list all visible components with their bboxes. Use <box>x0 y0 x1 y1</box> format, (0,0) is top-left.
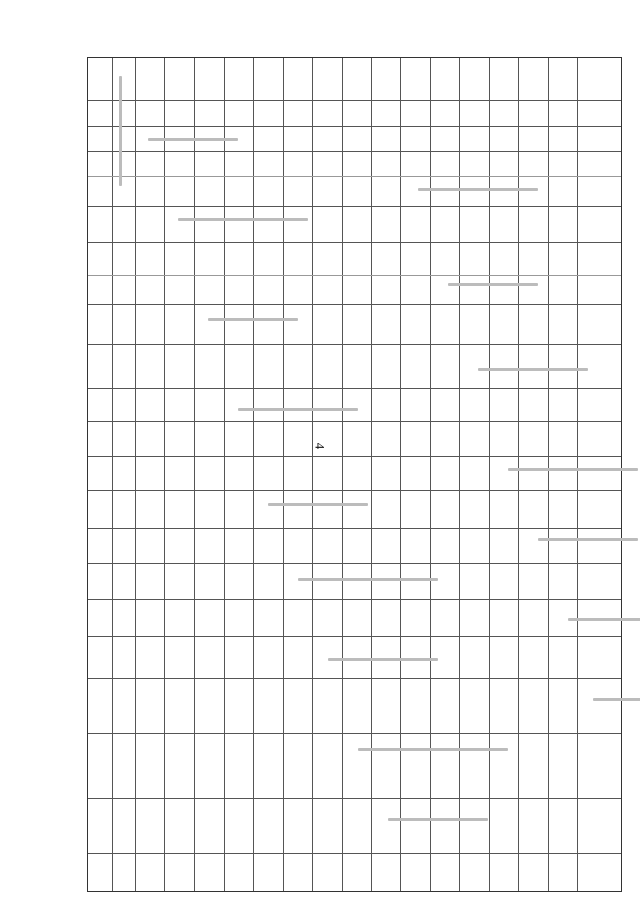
rotated-table <box>87 57 622 892</box>
col-divider <box>135 58 136 891</box>
unreadable-text <box>268 503 368 506</box>
row-divider <box>88 344 621 345</box>
col-divider <box>577 58 578 891</box>
unreadable-text <box>298 578 438 581</box>
row-divider <box>88 678 621 679</box>
col-divider <box>342 58 343 891</box>
row-divider <box>88 275 621 276</box>
row-divider <box>88 126 621 127</box>
row-divider <box>88 599 621 600</box>
row-divider <box>88 490 621 491</box>
unreadable-text <box>208 318 298 321</box>
unreadable-text <box>593 698 640 701</box>
col-divider <box>283 58 284 891</box>
col-divider <box>224 58 225 891</box>
col-divider <box>459 58 460 891</box>
unreadable-text <box>148 138 238 141</box>
row-divider <box>88 151 621 152</box>
row-divider <box>88 206 621 207</box>
col-divider <box>164 58 165 891</box>
row-divider <box>88 456 621 457</box>
row-divider <box>88 176 621 177</box>
col-divider <box>548 58 549 891</box>
unreadable-text <box>178 218 308 221</box>
row-divider <box>88 563 621 564</box>
unreadable-text <box>508 468 638 471</box>
col-divider <box>194 58 195 891</box>
row-divider <box>88 853 621 854</box>
unreadable-text <box>568 618 640 621</box>
col-divider <box>518 58 519 891</box>
col-divider <box>112 58 113 891</box>
row-divider <box>88 421 621 422</box>
row-divider <box>88 100 621 101</box>
row-divider <box>88 528 621 529</box>
col-divider <box>400 58 401 891</box>
col-divider <box>430 58 431 891</box>
unreadable-text <box>119 76 122 186</box>
row-divider <box>88 636 621 637</box>
row-divider <box>88 304 621 305</box>
unreadable-text <box>388 818 488 821</box>
col-divider <box>253 58 254 891</box>
col-divider <box>371 58 372 891</box>
col-divider <box>489 58 490 891</box>
unreadable-text <box>418 188 538 191</box>
unreadable-text <box>538 538 638 541</box>
col-divider <box>312 58 313 891</box>
row-divider <box>88 388 621 389</box>
unreadable-text <box>478 368 588 371</box>
row-divider <box>88 733 621 734</box>
unreadable-text <box>358 748 508 751</box>
unreadable-text <box>238 408 358 411</box>
row-divider <box>88 242 621 243</box>
page-number: 4 <box>312 442 328 450</box>
unreadable-text <box>328 658 438 661</box>
unreadable-text <box>448 283 538 286</box>
row-divider <box>88 798 621 799</box>
